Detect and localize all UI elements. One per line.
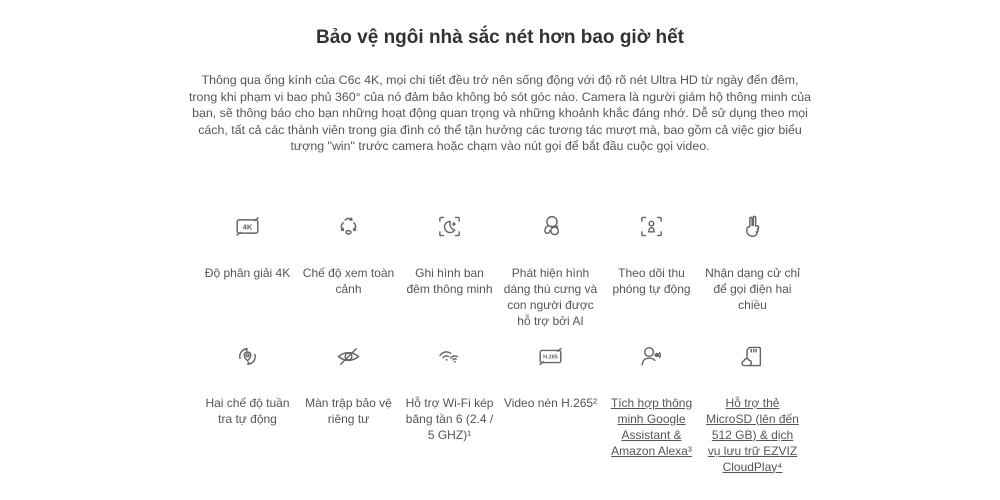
- feature-link[interactable]: Tích hợp thông minh Google Assistant & Amazon Alexa³: [610, 395, 693, 458]
- feature-item: [601, 211, 702, 297]
- feature-label: Độ phân giải 4K: [204, 265, 291, 280]
- feature-item: [298, 211, 399, 297]
- feature-label: Nhận dạng cử chỉ để gọi điện hai chiều: [705, 265, 800, 312]
- feature-item: [197, 341, 298, 427]
- feature-item: [197, 211, 298, 281]
- feature-item: [702, 341, 803, 475]
- feature-item: [500, 211, 601, 329]
- feature-row-2: [0, 341, 1000, 475]
- human-pet-detection-icon: [503, 211, 598, 243]
- page-title: Bảo vệ ngôi nhà sắc nét hơn bao giờ hết: [315, 27, 684, 48]
- privacy-shutter-icon: [301, 341, 396, 373]
- dual-band-wifi-icon: [402, 341, 497, 373]
- auto-zoom-tracking-icon: [604, 211, 699, 243]
- panoramic-view-icon: [301, 211, 396, 243]
- feature-label: Ghi hình ban đêm thông minh: [406, 265, 493, 296]
- feature-label: Phát hiện hình dáng thú cưng và con người được hỗ trợ bởi AI: [503, 265, 598, 328]
- feature-link[interactable]: Hỗ trợ thẻ MicroSD (lên đến 512 GB) & dịch vụ lưu trữ EZVIZ CloudPlay⁴: [706, 395, 799, 474]
- feature-grid: [0, 211, 1000, 475]
- feature-item: [702, 211, 803, 313]
- feature-label: Hai chế độ tuần tra tự động: [205, 395, 290, 426]
- auto-patrol-icon: [200, 341, 295, 373]
- feature-item: [399, 211, 500, 297]
- feature-label: Màn trập bảo vệ riêng tư: [305, 395, 392, 426]
- voice-assistant-icon: [604, 341, 699, 373]
- gesture-call-icon: [705, 211, 800, 243]
- feature-row-1: [0, 211, 1000, 341]
- feature-item: [500, 341, 601, 411]
- smart-night-vision-icon: [402, 211, 497, 243]
- svg-text:H.265: H.265: [543, 354, 558, 361]
- 4k-resolution-icon: [200, 211, 295, 243]
- page-description: Thông qua ống kính của C6c 4K, mọi chi tiết đều trở nên sống động với độ rõ nét Ultra HD từ ngày đến đêm, trong khi phạm vi bao phủ 360° của nó đảm bảo không bỏ sót góc nào. Camera là người giám hộ thông minh của bạn, sẽ thông báo cho bạn những hoạt động quan trọng và những khoảnh khắc đáng nhớ. Dễ sử dụng theo mọi cách, tất cả các thành viên trong gia đình có thể tận hưởng các tương tác mượt mà, bao gồm cả việc giơ biểu tượng "win" trước camera hoặc chạm vào nút gọi để bắt đầu cuộc gọi video.: [188, 73, 812, 153]
- feature-label: Chế độ xem toàn cảnh: [302, 265, 395, 296]
- microsd-cloud-storage-icon: [705, 341, 800, 373]
- feature-item: [399, 341, 500, 443]
- feature-label: Hỗ trợ Wi-Fi kép băng tần 6 (2.4 / 5 GHZ)¹: [405, 395, 494, 442]
- feature-item: [298, 341, 399, 427]
- feature-label: Theo dõi thu phóng tự động: [612, 265, 691, 296]
- svg-text:4K: 4K: [242, 222, 253, 232]
- feature-item: [601, 341, 702, 459]
- feature-label: Video nén H.265²: [503, 395, 598, 410]
- h265-codec-icon: [503, 341, 598, 373]
